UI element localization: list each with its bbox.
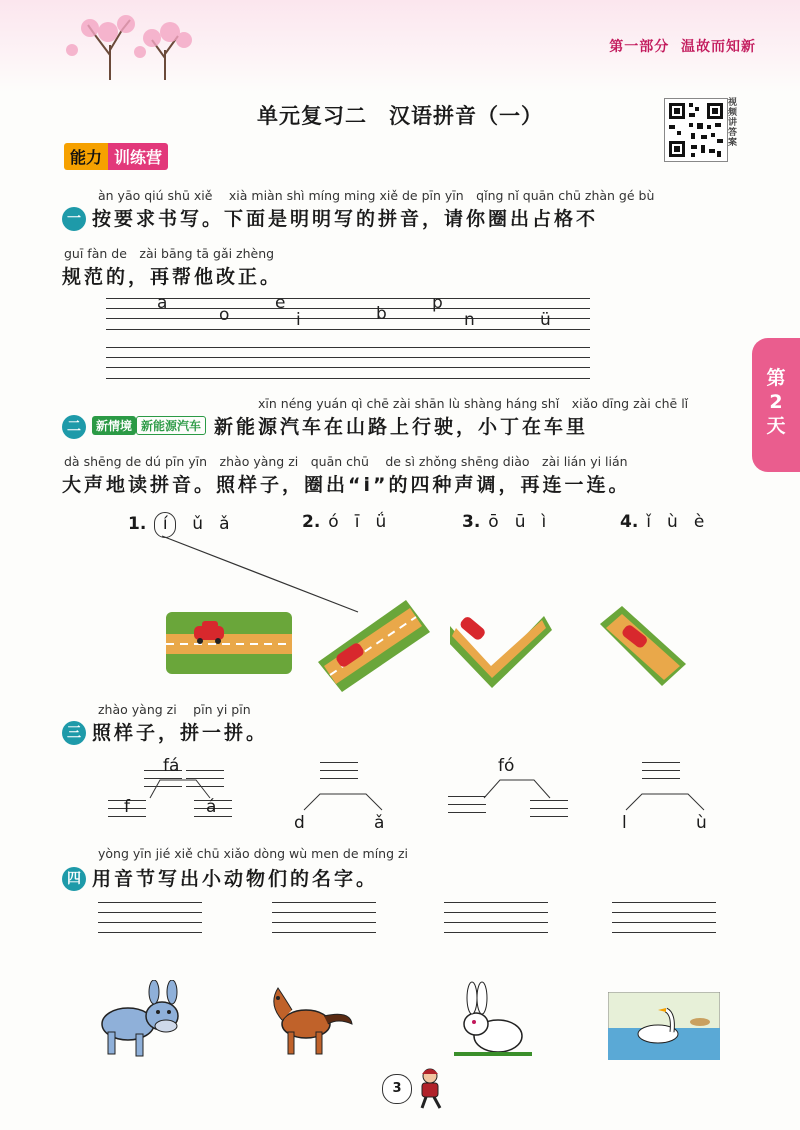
spell2-final: ǎ	[374, 813, 385, 833]
tone-option[interactable]: ǔ	[192, 514, 204, 534]
q3-pinyin: zhào yàng zi pīn yi pīn	[98, 702, 251, 717]
q2-text-line-2: 大声地读拼音。照样子，圈出“i”的四种声调，再连一连。	[62, 474, 631, 496]
q1-text-line-1: 一 按要求书写。下面是明明写的拼音，请你圈出占格不	[62, 204, 598, 231]
q1-number-badge: 一	[62, 207, 86, 231]
spell3-branches	[470, 776, 600, 802]
q2-number-badge: 二	[62, 415, 86, 439]
q4-pinyin: yòng yīn jié xiě chū xiǎo dòng wù men de míng zi	[98, 846, 409, 861]
letter-a[interactable]: a	[157, 293, 168, 313]
spell2-branches	[290, 790, 400, 812]
road-falling-rising-icon[interactable]	[450, 608, 552, 688]
answer-lines-rabbit[interactable]	[444, 902, 548, 932]
spell4-final: ù	[696, 813, 707, 833]
spell1-result: fá	[163, 756, 180, 776]
tone-group-2: 2. ó ī ǘ	[302, 512, 387, 532]
q2-text-line-1: 二 新情境 新能源汽车 新能源汽车在山路上行驶，小丁在车里	[62, 412, 588, 439]
page-title: 单元复习二 汉语拼音（一）	[257, 104, 543, 128]
q1-text-line-2: 规范的，再帮他改正。	[62, 266, 283, 288]
tone-group-1: 1. í ǔ ǎ	[128, 512, 238, 538]
page-number: 3	[382, 1074, 412, 1104]
header-section-title: 第一部分 温故而知新	[609, 39, 756, 55]
q1-writing-lines-answer[interactable]	[106, 347, 590, 379]
spell4-initial: l	[622, 813, 627, 833]
road-flat-icon[interactable]	[166, 612, 292, 674]
q2-pinyin-line-1: xīn néng yuán qì chē zài shān lù shàng háng shǐ xiǎo dīng zài chē lǐ	[258, 396, 689, 411]
tone-option[interactable]: è	[693, 512, 705, 532]
q1-pinyin-line-2: guī fàn de zài bāng tā gǎi zhèng	[64, 246, 275, 261]
child-mascot-icon	[412, 1066, 452, 1110]
section-tag	[64, 142, 168, 170]
tone-option[interactable]: ù	[667, 512, 678, 532]
qr-label: 视 频 讲 答 案	[728, 98, 738, 148]
tone-option[interactable]: í	[154, 512, 176, 538]
tag-training: 训练营	[108, 143, 168, 170]
spell2-initial: d	[294, 813, 305, 833]
topic-badge: 新能源汽车	[136, 416, 206, 435]
letter-i[interactable]: i	[296, 310, 301, 330]
horse-icon	[262, 980, 358, 1060]
tone-option[interactable]: ì	[541, 512, 547, 532]
tree-illustration	[60, 10, 200, 82]
q1-pinyin-line-1: àn yāo qiú shū xiě xià miàn shì míng ming xiě de pīn yīn qǐng nǐ quān chū zhàn gé bù	[98, 188, 655, 203]
q3-number-badge: 三	[62, 721, 86, 745]
spell4-branches	[612, 790, 722, 812]
tone-group-3: 3. ō ū ì	[462, 512, 547, 532]
new-context-badge: 新情境	[92, 416, 136, 435]
letter-p[interactable]: p	[432, 293, 443, 313]
qr-code-icon[interactable]	[664, 98, 728, 162]
tone-group-4: 4. ǐ ù è	[620, 512, 705, 532]
spell3-result: fó	[498, 756, 515, 776]
tone-option[interactable]: ǘ	[375, 512, 387, 532]
spell1-initial: f	[124, 797, 130, 817]
answer-lines-horse[interactable]	[272, 902, 376, 932]
answer-lines-goose[interactable]	[612, 902, 716, 932]
goose-pond-icon	[608, 992, 720, 1060]
tone-option[interactable]: ī	[354, 512, 360, 532]
donkey-icon	[94, 980, 190, 1060]
letter-o[interactable]: o	[219, 305, 230, 325]
tag-ability: 能力	[64, 143, 108, 170]
spell1-final: á	[206, 797, 217, 817]
tone-option[interactable]: ū	[514, 512, 526, 532]
tone-option[interactable]: ǎ	[219, 514, 230, 534]
tone-option[interactable]: ō	[488, 512, 499, 532]
letter-e[interactable]: e	[275, 293, 286, 313]
road-rising-icon[interactable]	[318, 600, 430, 692]
answer-lines-donkey[interactable]	[98, 902, 202, 932]
q1-writing-lines-given	[106, 298, 590, 330]
q2-pinyin-line-2: dà shēng de dú pīn yīn zhào yàng zi quān chū de sì zhǒng shēng diào zài lián yi lián	[64, 454, 628, 469]
q4-number-badge: 四	[62, 867, 86, 891]
letter-u-umlaut[interactable]: ü	[540, 310, 551, 330]
tone-option[interactable]: ǐ	[646, 512, 652, 532]
tone-option[interactable]: ó	[328, 512, 339, 532]
letter-n[interactable]: n	[464, 310, 475, 330]
q4-text: 四 用音节写出小动物们的名字。	[62, 864, 378, 891]
day-side-tab: 第 2 天	[752, 338, 800, 472]
q3-text: 三 照样子，拼一拼。	[62, 718, 268, 745]
road-falling-icon[interactable]	[600, 606, 686, 686]
rabbit-icon	[448, 980, 538, 1060]
letter-b[interactable]: b	[376, 304, 387, 324]
